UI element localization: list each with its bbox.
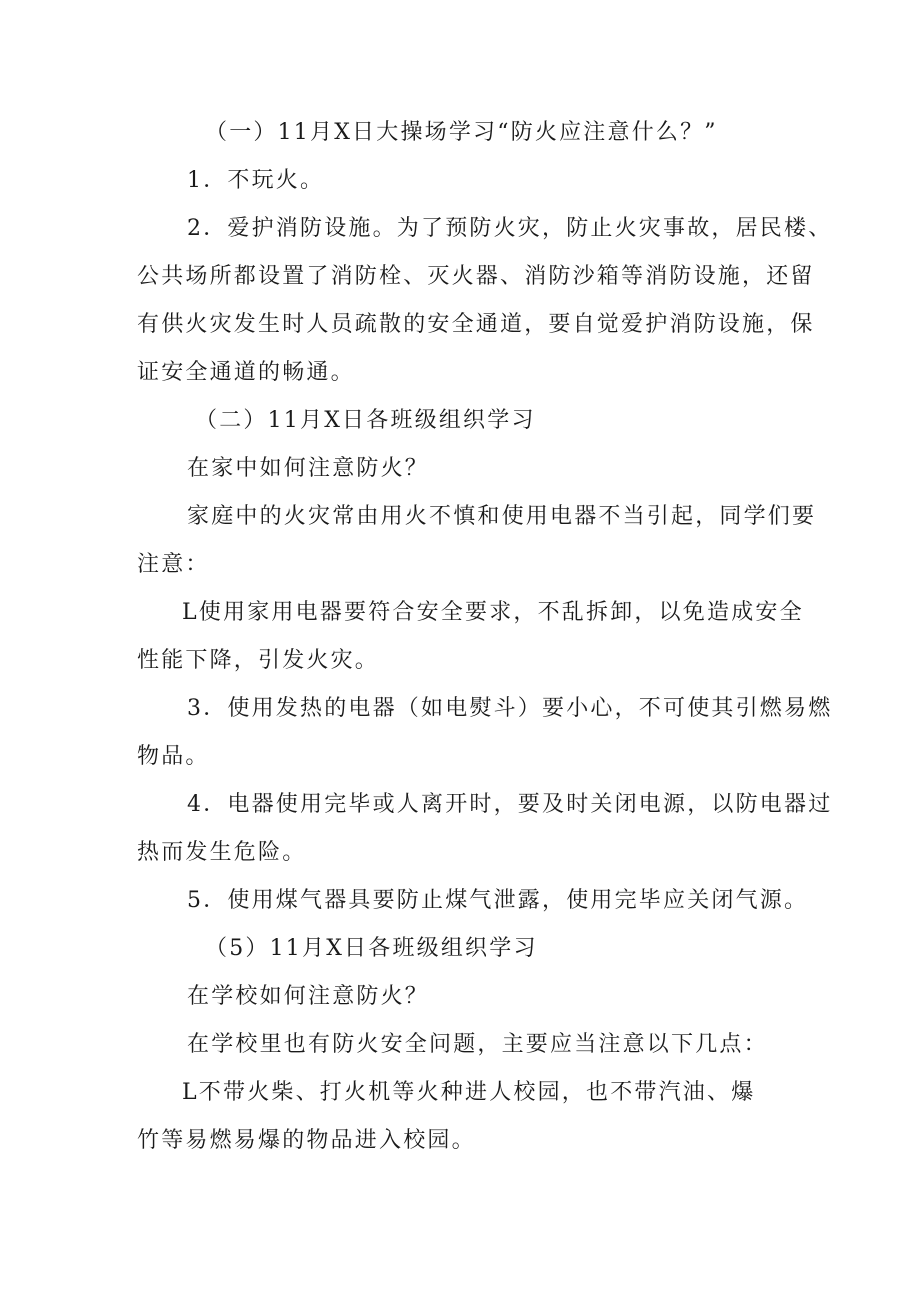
section-1-item-2-line-1: 2．爱护消防设施。为了预防火灾，防止火灾事故，居民楼、 xyxy=(187,216,833,241)
section-2-heading: （二）11月X日各班级组织学习 xyxy=(195,408,536,433)
section-2-item-2-line-1: 3．使用发热的电器（如电熨斗）要小心，不可使其引燃易燃 xyxy=(187,696,833,721)
section-3-item-1-line-2: 竹等易燃易爆的物品进入校园。 xyxy=(137,1128,476,1153)
section-2-intro-line-2: 注意： xyxy=(137,552,210,577)
section-2-item-2-line-2: 物品。 xyxy=(137,744,210,769)
section-2-item-4: 5．使用煤气器具要防止煤气泄露，使用完毕应关闭气源。 xyxy=(187,888,809,913)
section-1-item-1: 1．不玩火。 xyxy=(187,168,325,193)
section-2-item-1-line-1: L使用家用电器要符合安全要求，不乱拆卸，以免造成安全 xyxy=(182,600,804,625)
section-3-question: 在学校如何注意防火？ xyxy=(187,984,430,1009)
section-1-heading: （一）11月X日大操场学习“防火应注意什么？” xyxy=(205,120,718,145)
section-3-intro: 在学校里也有防火安全问题，主要应当注意以下几点： xyxy=(187,1032,768,1057)
section-3-item-1-line-1: L不带火柴、打火机等火种进人校园，也不带汽油、爆 xyxy=(182,1080,756,1105)
section-2-item-1-line-2: 性能下降，引发火灾。 xyxy=(137,648,380,673)
section-2-item-3-line-1: 4．电器使用完毕或人离开时，要及时关闭电源，以防电器过 xyxy=(187,792,833,817)
section-1-item-2-line-4: 证安全通道的畅通。 xyxy=(137,360,355,385)
section-1-item-2-line-2: 公共场所都设置了消防栓、灭火器、消防沙箱等消防设施，还留 xyxy=(137,264,815,289)
section-2-question: 在家中如何注意防火？ xyxy=(187,456,430,481)
section-3-heading: （5）11月X日各班级组织学习 xyxy=(205,936,538,961)
section-1-item-2-line-3: 有供火灾发生时人员疏散的安全通道，要自觉爱护消防设施，保 xyxy=(137,312,815,337)
section-2-item-3-line-2: 热而发生危险。 xyxy=(137,840,307,865)
section-2-intro-line-1: 家庭中的火灾常由用火不慎和使用电器不当引起，同学们要 xyxy=(187,504,817,529)
